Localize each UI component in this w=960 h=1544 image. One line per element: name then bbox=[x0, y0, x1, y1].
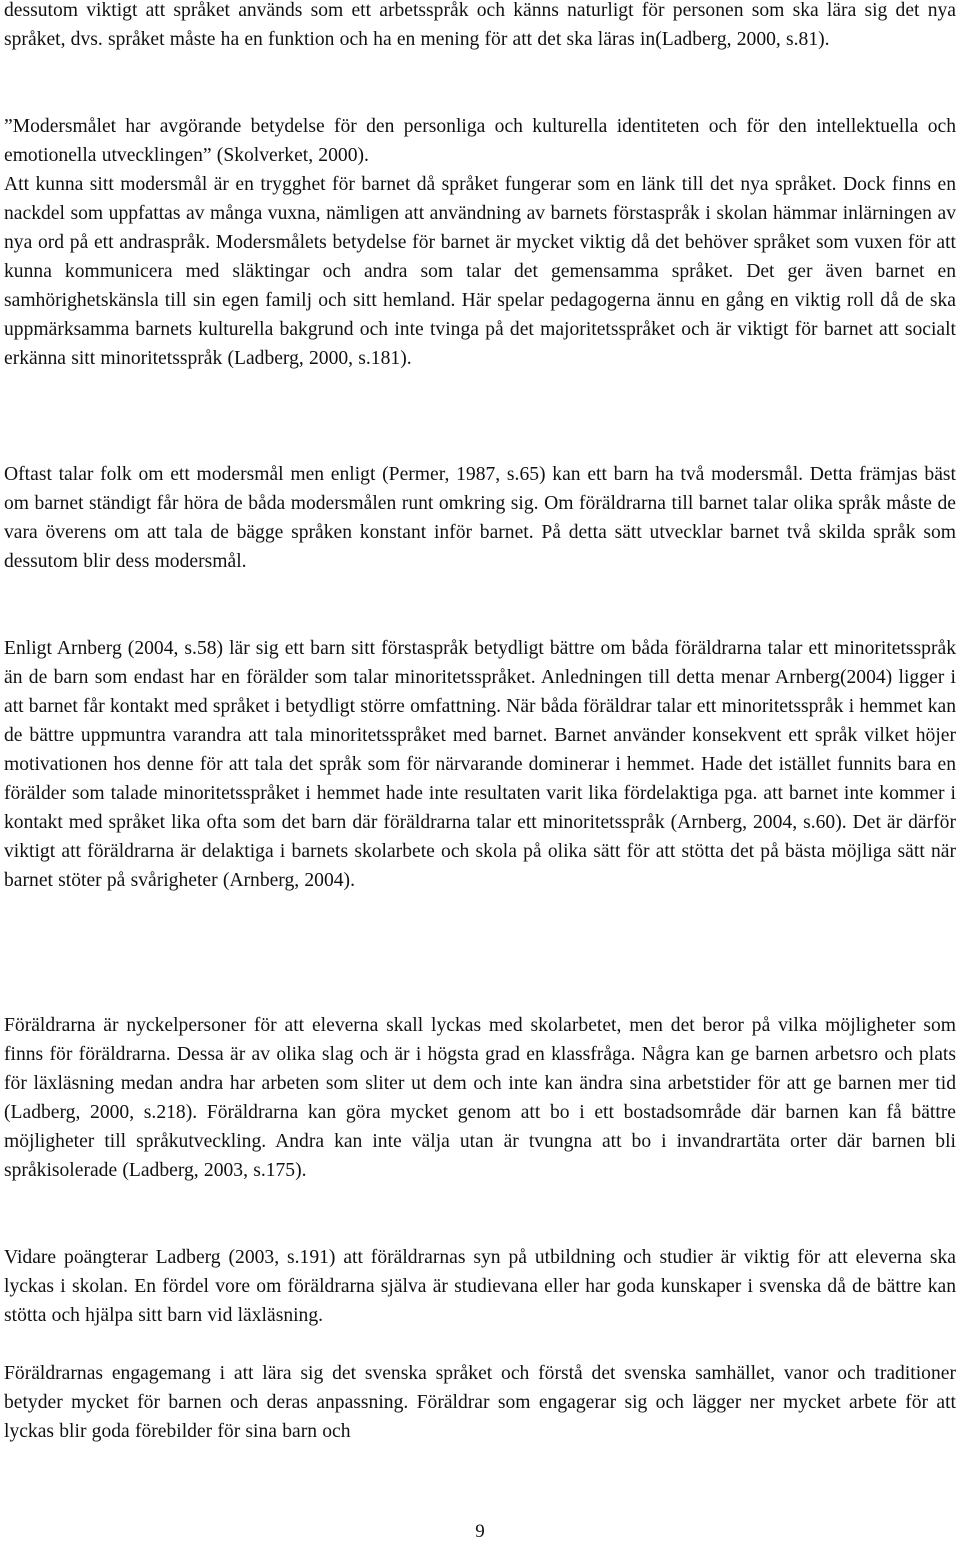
body-text bbox=[4, 0, 956, 54]
quote-block bbox=[4, 112, 956, 170]
body-text bbox=[4, 634, 956, 895]
body-text bbox=[4, 1243, 956, 1330]
body-text bbox=[4, 1011, 956, 1185]
paragraph: dessutom viktigt att språket används som ett arbetsspråk och känns naturligt för personen som ska lära sig det nya språket, dvs. språket måste ha en funktion och ha en mening för att det ska läras in(Ladberg, 2000, s.81). bbox=[4, 0, 956, 50]
paragraph: Enligt Arnberg (2004, s.58) lär sig ett barn sitt förstaspråk betydligt bättre om båda föräldrarna talar ett minoritetsspråk än de barn som endast har en förälder som talar minoritetsspråket. Anledningen till detta menar Arnberg(2004) ligger i att barnet får kontakt med språket i betydligt större omfattning. När båda föräldrar talar ett minoritetsspråk i hemmet kan de bättre uppmuntra varandra att tala minoritetsspråket med barnet. Barnet använder konsekvent ett språk vilket höjer motivationen hos denne för att tala det språk som för närvarande dominerar i hemmet. Hade det istället funnits bara en förälder som talade minoritetsspråket i hemmet hade inte resultaten varit lika fördelaktiga pga. att barnet inte kommer i kontakt med språket lika ofta som det barn där föräldrarna talar ett minoritetsspråk (Arnberg, 2004, s.60). Det är därför viktigt att föräldrarna är delaktiga i barnets skolarbete och skola på olika sätt för att stötta det på bästa möjliga sätt när barnet stöter på svårigheter (Arnberg, 2004). bbox=[4, 638, 956, 891]
body-text bbox=[4, 1359, 956, 1446]
paragraph: Föräldrarnas engagemang i att lära sig det svenska språket och förstå det svenska samhället, vanor och traditioner betyder mycket för barnen och deras anpassning. Föräldrar som engagerar sig och lägger ner mycket arbete för att lyckas blir goda förebilder för sina barn och bbox=[4, 1363, 956, 1442]
paragraph: Oftast talar folk om ett modersmål men enligt (Permer, 1987, s.65) kan ett barn ha två modersmål. Detta främjas bäst om barnet ständigt får höra de båda modersmålen runt omkring sig. Om föräldrarna till barnet talar olika språk måste de vara överens om att tala de bägge språken konstant inför barnet. På detta sätt utvecklar barnet två skilda språk som dessutom blir dess modersmål. bbox=[4, 464, 956, 572]
paragraph: Föräldrarna är nyckelpersoner för att eleverna skall lyckas med skolarbetet, men det beror på vilka möjligheter som finns för föräldrarna. Dessa är av olika slag och är i högsta grad en klassfråga. Några kan ge barnen arbetsro och plats för läxläsning medan andra har arbeten som sliter ut dem och inte kan ändra sina arbetstider för att ge barnen mer tid (Ladberg, 2000, s.218). Föräldrarna kan göra mycket genom att bo i ett bostadsområde där barnen kan få bättre möjligheter till språkutveckling. Andra kan inte välja utan är tvungna att bo i invandrartäta orter där barnen bli språkisolerade (Ladberg, 2003, s.175). bbox=[4, 1015, 956, 1181]
body-text bbox=[4, 170, 956, 373]
paragraph: Att kunna sitt modersmål är en trygghet för barnet då språket fungerar som en länk till det nya språket. Dock finns en nackdel som uppfattas av många vuxna, nämligen att användning av barnets förstaspråk i skolan hämmar inlärningen av nya ord på ett andraspråk. Modersmålets betydelse för barnet är mycket viktig då det behöver språket som vuxen för att kunna kommunicera med släktingar och andra som talar det gemensamma språket. Det ger även barnet en samhörighetskänsla till sin egen familj och sitt hemland. Här spelar pedagogerna ännu en gång en viktig roll då de ska uppmärksamma barnets kulturella bakgrund och inte tvinga på det majoritetsspråket och är viktigt för barnet att socialt erkänna sitt minoritetsspråk (Ladberg, 2000, s.181). bbox=[4, 174, 956, 369]
quotation: ”Modersmålet har avgörande betydelse för den personliga och kulturella identiteten och för den intellektuella och emotionella utvecklingen” (Skolverket, 2000). bbox=[4, 116, 956, 166]
body-text bbox=[4, 460, 956, 576]
paragraph: Vidare poängterar Ladberg (2003, s.191) att föräldrarnas syn på utbildning och studier är viktig för att eleverna ska lyckas i skolan. En fördel vore om föräldrarna själva är studievana eller har goda kunskaper i svenska då de bättre kan stötta och hjälpa sitt barn vid läxläsning. bbox=[4, 1247, 956, 1326]
page-number: 9 bbox=[475, 1521, 485, 1542]
